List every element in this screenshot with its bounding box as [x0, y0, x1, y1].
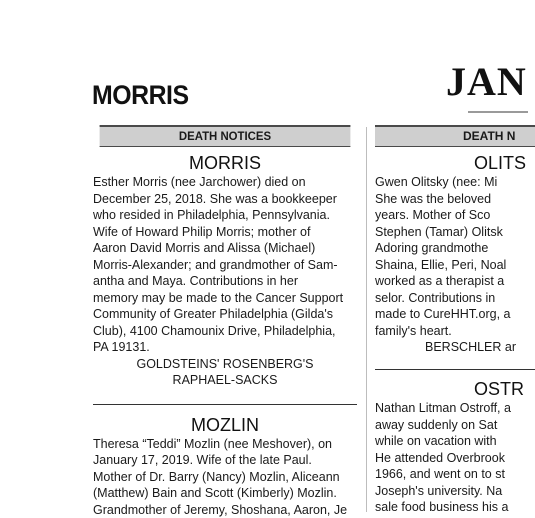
notice-line: Shaina, Ellie, Peri, Noal: [375, 257, 535, 274]
notice-line: Grandmother of Jeremy, Shoshana, Aaron, Je: [93, 502, 357, 518]
notice-mozlin: [93, 415, 357, 518]
notice-name: MOZLIN: [93, 415, 357, 435]
notice-name: MORRIS: [93, 153, 357, 173]
masthead-rule: [468, 111, 528, 113]
notice-line: Aaron David Morris and Alissa (Michael): [93, 240, 357, 257]
notice-line: Stephen (Tamar) Olitsk: [375, 224, 535, 241]
notice-line: Wife of Howard Philip Morris; mother of: [93, 224, 357, 241]
notice-line: January 17, 2019. Wife of the late Paul.: [93, 452, 357, 469]
notice-line: December 25, 2018. She was a bookkeeper: [93, 191, 357, 208]
notice-line: who resided in Philadelphia, Pennsylvania.: [93, 207, 357, 224]
notice-signoff: [93, 356, 357, 388]
notice-line: Nathan Litman Ostroff, a: [375, 400, 535, 417]
notice-line: She was the beloved: [375, 191, 535, 208]
notice-line: Mother of Dr. Barry (Nancy) Mozlin, Aliceann: [93, 469, 357, 486]
notice-line: while on vacation with: [375, 433, 535, 450]
section-header-death-notices: DEATH NOTICES: [100, 125, 351, 147]
notice-line: Morris-Alexander; and grandmother of Sam-: [93, 257, 357, 274]
notice-name: OSTR: [375, 379, 535, 399]
notice-olitsky: [375, 153, 535, 355]
notice-body: [375, 400, 535, 516]
notice-line: (Matthew) Bain and Scott (Kimberly) Mozlin.: [93, 485, 357, 502]
notice-body: [93, 436, 357, 518]
notice-line: Gwen Olitsky (nee: Mi: [375, 174, 535, 191]
notice-line: He attended Overbrook: [375, 450, 535, 467]
notice-line: antha and Maya. Contributions in her: [93, 273, 357, 290]
page-title: MORRIS: [92, 80, 189, 111]
funeral-home-name: BERSCHLER ar: [425, 339, 535, 355]
notice-divider: [375, 369, 535, 370]
notice-name: OLITS: [375, 153, 535, 173]
notice-line: PA 19131.: [93, 339, 357, 356]
notice-line: Joseph's university. Na: [375, 483, 535, 500]
notice-line: Adoring grandmothe: [375, 240, 535, 257]
notice-line: made to CureHHT.org, a: [375, 306, 535, 323]
notice-line: worked as a therapist a: [375, 273, 535, 290]
notice-divider: [93, 404, 357, 405]
notice-line: sale food business his a: [375, 499, 535, 516]
notice-line: memory may be made to the Cancer Support: [93, 290, 357, 307]
notice-line: 1966, and went on to st: [375, 466, 535, 483]
left-column: [93, 125, 357, 512]
notice-ostroff: [375, 379, 535, 516]
newspaper-masthead: JAN: [446, 58, 527, 105]
notice-body: [375, 174, 535, 339]
notice-line: Esther Morris (nee Jarchower) died on: [93, 174, 357, 191]
funeral-home-name: RAPHAEL-SACKS: [93, 372, 357, 388]
notice-line: Club), 4100 Chamounix Drive, Philadelphia,: [93, 323, 357, 340]
funeral-home-name: GOLDSTEINS' ROSENBERG'S: [93, 356, 357, 372]
notice-line: years. Mother of Sco: [375, 207, 535, 224]
notice-body: [93, 174, 357, 356]
right-column: [375, 125, 535, 512]
notice-morris: [93, 153, 357, 388]
notice-line: away suddenly on Sat: [375, 417, 535, 434]
column-divider: [366, 127, 367, 512]
notice-line: Community of Greater Philadelphia (Gilda's: [93, 306, 357, 323]
notice-line: family's heart.: [375, 323, 535, 340]
notice-signoff: [375, 339, 535, 355]
section-header-death-notices-right: DEATH N: [375, 125, 535, 147]
notice-line: selor. Contributions in: [375, 290, 535, 307]
notice-line: Theresa “Teddi” Mozlin (nee Meshover), on: [93, 436, 357, 453]
